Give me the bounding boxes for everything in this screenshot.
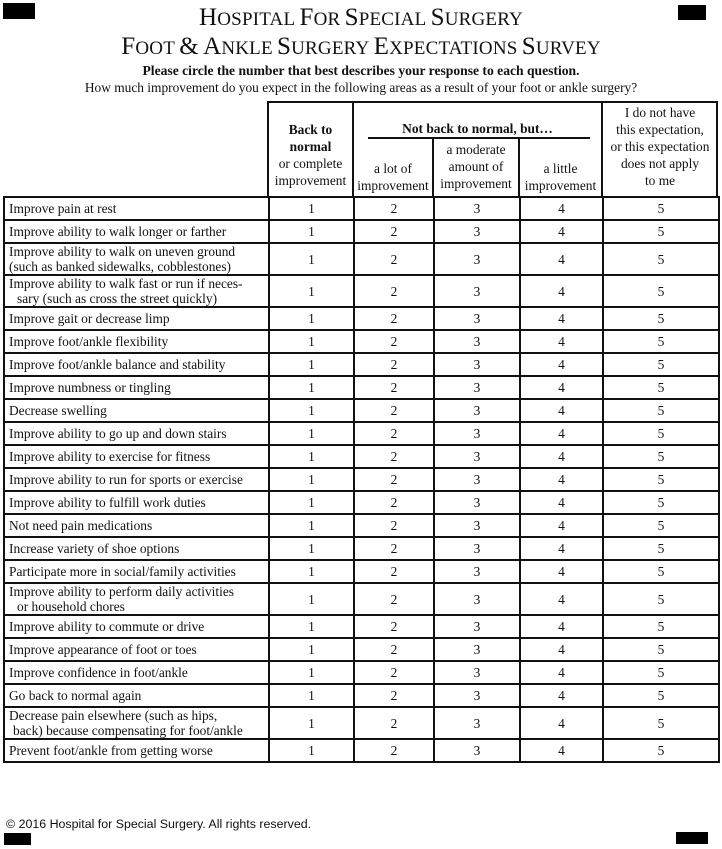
rating-option-3[interactable]: 3 xyxy=(434,445,520,468)
title-initial: E xyxy=(373,33,390,60)
rating-option-4[interactable]: 4 xyxy=(520,537,603,560)
survey-row xyxy=(4,445,719,468)
rating-option-4[interactable]: 4 xyxy=(520,353,603,376)
rating-option-5[interactable]: 5 xyxy=(603,399,719,422)
item-text-line1: Improve gait or decrease limp xyxy=(9,311,170,326)
item-text-line1: Improve numbness or tingling xyxy=(9,380,171,395)
rating-option-3[interactable]: 3 xyxy=(434,422,520,445)
col3-line3: improvement xyxy=(440,176,512,191)
rating-option-2[interactable]: 2 xyxy=(354,468,434,491)
item-text-line1: Improve confidence in foot/ankle xyxy=(9,665,188,680)
rating-option-5[interactable]: 5 xyxy=(603,661,719,684)
rating-option-2[interactable]: 2 xyxy=(354,376,434,399)
survey-row xyxy=(4,330,719,353)
rating-option-5[interactable]: 5 xyxy=(603,739,719,762)
rating-option-4[interactable]: 4 xyxy=(520,739,603,762)
column-header-back-to-normal xyxy=(269,121,352,189)
rating-option-4[interactable]: 4 xyxy=(520,615,603,638)
rating-option-4[interactable]: 4 xyxy=(520,330,603,353)
rating-option-5[interactable]: 5 xyxy=(603,537,719,560)
col1-bold-line2: normal xyxy=(289,139,332,154)
title-word-rest: NKLE xyxy=(221,38,273,59)
rating-option-4[interactable]: 4 xyxy=(520,399,603,422)
rating-option-3[interactable]: 3 xyxy=(434,307,520,330)
survey-row xyxy=(4,243,719,275)
rating-option-4[interactable]: 4 xyxy=(520,422,603,445)
rating-option-3[interactable]: 3 xyxy=(434,468,520,491)
item-text-line1: Improve ability to perform daily activities xyxy=(9,584,234,599)
title-word-rest: URVEY xyxy=(535,38,601,59)
rating-option-2[interactable]: 2 xyxy=(354,661,434,684)
item-text-line1: Improve foot/ankle balance and stability xyxy=(9,357,226,372)
rating-option-5[interactable]: 5 xyxy=(603,560,719,583)
rating-option-4[interactable]: 4 xyxy=(520,638,603,661)
col5-line3: or this expectation xyxy=(610,139,710,154)
survey-item-label xyxy=(4,399,269,422)
rating-option-2[interactable]: 2 xyxy=(354,243,434,275)
rating-option-2[interactable]: 2 xyxy=(354,615,434,638)
col1-line4: improvement xyxy=(274,173,347,188)
group-label: Not back to normal, but… xyxy=(402,121,553,136)
rating-option-1[interactable]: 1 xyxy=(269,739,354,762)
survey-table xyxy=(3,196,720,763)
survey-row xyxy=(4,197,719,220)
survey-item-label xyxy=(4,707,269,739)
item-text-line1: Improve ability to commute or drive xyxy=(9,619,205,634)
rating-option-5[interactable]: 5 xyxy=(603,422,719,445)
rating-option-3[interactable]: 3 xyxy=(434,537,520,560)
survey-row xyxy=(4,615,719,638)
rating-option-1[interactable]: 1 xyxy=(269,638,354,661)
survey-row xyxy=(4,220,719,243)
survey-row xyxy=(4,399,719,422)
rating-option-2[interactable]: 2 xyxy=(354,445,434,468)
title-word-rest: XPECTATIONS xyxy=(389,38,518,59)
col5-line5: to me xyxy=(644,173,676,188)
rating-option-4[interactable]: 4 xyxy=(520,583,603,615)
col2-line1: a lot of xyxy=(374,161,412,176)
survey-item-label xyxy=(4,638,269,661)
item-text-line1: Go back to normal again xyxy=(9,688,142,703)
rating-option-3[interactable]: 3 xyxy=(434,330,520,353)
column-header-not-applicable xyxy=(603,104,717,189)
col3-line2: amount of xyxy=(448,159,504,174)
rating-option-2[interactable]: 2 xyxy=(354,220,434,243)
rating-option-5[interactable]: 5 xyxy=(603,243,719,275)
rating-option-3[interactable]: 3 xyxy=(434,275,520,307)
rating-option-2[interactable]: 2 xyxy=(354,330,434,353)
col1-line3: or complete xyxy=(278,156,343,171)
survey-row xyxy=(4,376,719,399)
rating-option-3[interactable]: 3 xyxy=(434,220,520,243)
rating-option-5[interactable]: 5 xyxy=(603,491,719,514)
title-word-rest: OR xyxy=(313,9,341,30)
col4-line1: a little xyxy=(543,161,578,176)
rating-option-1[interactable]: 1 xyxy=(269,707,354,739)
item-text-line1: Improve ability to exercise for fitness xyxy=(9,449,211,464)
survey-item-label xyxy=(4,353,269,376)
rating-option-2[interactable]: 2 xyxy=(354,307,434,330)
rating-option-3[interactable]: 3 xyxy=(434,739,520,762)
rating-option-2[interactable]: 2 xyxy=(354,275,434,307)
item-text-line1: Improve pain at rest xyxy=(9,201,117,216)
rating-option-5[interactable]: 5 xyxy=(603,330,719,353)
rating-option-4[interactable]: 4 xyxy=(520,307,603,330)
rating-option-1[interactable]: 1 xyxy=(269,468,354,491)
title-word-rest: URGERY xyxy=(291,38,370,59)
rating-option-4[interactable]: 4 xyxy=(520,514,603,537)
title-word-rest: URGERY xyxy=(444,9,523,30)
rating-option-2[interactable]: 2 xyxy=(354,514,434,537)
survey-item-label xyxy=(4,537,269,560)
survey-row xyxy=(4,353,719,376)
rating-option-2[interactable]: 2 xyxy=(354,422,434,445)
rating-option-3[interactable]: 3 xyxy=(434,491,520,514)
title-initial: F xyxy=(121,33,136,60)
rating-option-2[interactable]: 2 xyxy=(354,537,434,560)
rating-option-1[interactable]: 1 xyxy=(269,445,354,468)
item-text-line1: Improve ability to fulfill work duties xyxy=(9,495,206,510)
rating-option-5[interactable]: 5 xyxy=(603,638,719,661)
rating-option-1[interactable]: 1 xyxy=(269,220,354,243)
rating-option-2[interactable]: 2 xyxy=(354,583,434,615)
rating-option-5[interactable]: 5 xyxy=(603,468,719,491)
rating-option-5[interactable]: 5 xyxy=(603,307,719,330)
rating-option-4[interactable]: 4 xyxy=(520,661,603,684)
rating-option-4[interactable]: 4 xyxy=(520,197,603,220)
rating-option-2[interactable]: 2 xyxy=(354,560,434,583)
rating-option-4[interactable]: 4 xyxy=(520,220,603,243)
rating-option-3[interactable]: 3 xyxy=(434,661,520,684)
survey-item-label xyxy=(4,739,269,762)
rating-option-2[interactable]: 2 xyxy=(354,707,434,739)
title-initial: S xyxy=(521,33,536,60)
title-initial: S xyxy=(344,4,359,31)
col5-line4: does not apply xyxy=(620,156,700,171)
survey-title-hospital xyxy=(0,4,722,32)
column-header-a-lot xyxy=(354,160,432,194)
rating-option-5[interactable]: 5 xyxy=(603,275,719,307)
rating-option-1[interactable]: 1 xyxy=(269,514,354,537)
item-text-line1: Improve ability to walk on uneven ground xyxy=(9,244,236,259)
title-initial: S xyxy=(430,4,445,31)
column-group-header xyxy=(354,120,601,137)
copyright-notice: © 2016 Hospital for Special Surgery. All rights reserved. xyxy=(6,817,312,831)
item-text-line1: Not need pain medications xyxy=(9,518,153,533)
rating-option-3[interactable]: 3 xyxy=(434,638,520,661)
survey-item-label xyxy=(4,197,269,220)
col3-line1: a moderate xyxy=(446,142,506,157)
survey-row xyxy=(4,307,719,330)
survey-item-label xyxy=(4,661,269,684)
item-text-line1: Improve ability to walk fast or run if neces- xyxy=(9,276,243,291)
col1-bold-line1: Back to xyxy=(288,122,333,137)
survey-row xyxy=(4,638,719,661)
survey-item-label xyxy=(4,684,269,707)
rating-option-3[interactable]: 3 xyxy=(434,197,520,220)
survey-item-label xyxy=(4,275,269,307)
col5-line2: this expectation, xyxy=(616,122,704,137)
question-prompt: How much improvement do you expect in the following areas as a result of your foot or ankle surgery? xyxy=(84,80,638,95)
item-text-line1: Participate more in social/family activities xyxy=(9,564,236,579)
survey-row xyxy=(4,560,719,583)
survey-item-label xyxy=(4,491,269,514)
survey-item-label xyxy=(4,560,269,583)
rating-option-1[interactable]: 1 xyxy=(269,353,354,376)
rating-option-4[interactable]: 4 xyxy=(520,445,603,468)
rating-option-1[interactable]: 1 xyxy=(269,615,354,638)
title-word-rest: PECIAL xyxy=(358,9,427,30)
rating-option-2[interactable]: 2 xyxy=(354,399,434,422)
survey-item-label xyxy=(4,445,269,468)
rating-option-3[interactable]: 3 xyxy=(434,514,520,537)
survey-item-label xyxy=(4,514,269,537)
rating-option-2[interactable]: 2 xyxy=(354,638,434,661)
rating-option-4[interactable]: 4 xyxy=(520,560,603,583)
rating-option-4[interactable]: 4 xyxy=(520,243,603,275)
rating-option-5[interactable]: 5 xyxy=(603,615,719,638)
rating-option-2[interactable]: 2 xyxy=(354,353,434,376)
rating-option-3[interactable]: 3 xyxy=(434,399,520,422)
rating-option-1[interactable]: 1 xyxy=(269,376,354,399)
rating-option-3[interactable]: 3 xyxy=(434,243,520,275)
survey-item-label xyxy=(4,615,269,638)
rating-option-3[interactable]: 3 xyxy=(434,583,520,615)
survey-row xyxy=(4,537,719,560)
survey-title-name xyxy=(0,33,722,61)
registration-marker-bottom-right xyxy=(676,832,708,844)
rating-option-1[interactable]: 1 xyxy=(269,307,354,330)
title-initial: F xyxy=(299,4,314,31)
rating-option-5[interactable]: 5 xyxy=(603,707,719,739)
survey-row xyxy=(4,661,719,684)
rating-option-1[interactable]: 1 xyxy=(269,422,354,445)
rating-option-1[interactable]: 1 xyxy=(269,491,354,514)
rating-option-1[interactable]: 1 xyxy=(269,399,354,422)
rating-option-1[interactable]: 1 xyxy=(269,684,354,707)
rating-option-2[interactable]: 2 xyxy=(354,197,434,220)
rating-option-3[interactable]: 3 xyxy=(434,560,520,583)
rating-option-5[interactable]: 5 xyxy=(603,220,719,243)
rating-option-1[interactable]: 1 xyxy=(269,661,354,684)
rating-option-5[interactable]: 5 xyxy=(603,197,719,220)
rating-option-5[interactable]: 5 xyxy=(603,684,719,707)
col5-line1: I do not have xyxy=(624,105,696,120)
survey-row xyxy=(4,468,719,491)
rating-option-1[interactable]: 1 xyxy=(269,560,354,583)
rating-option-3[interactable]: 3 xyxy=(434,707,520,739)
survey-item-label xyxy=(4,583,269,615)
group-underline xyxy=(368,137,590,139)
survey-row xyxy=(4,491,719,514)
rating-option-4[interactable]: 4 xyxy=(520,684,603,707)
column-header-moderate xyxy=(434,141,518,192)
item-text-line1: Prevent foot/ankle from getting worse xyxy=(9,743,213,758)
rating-option-1[interactable]: 1 xyxy=(269,197,354,220)
item-text-line1: Decrease swelling xyxy=(9,403,107,418)
col4-line2: improvement xyxy=(524,178,597,193)
survey-row xyxy=(4,422,719,445)
rating-option-2[interactable]: 2 xyxy=(354,684,434,707)
rating-option-4[interactable]: 4 xyxy=(520,376,603,399)
survey-item-label xyxy=(4,243,269,275)
title-initial: S xyxy=(277,33,292,60)
rating-option-5[interactable]: 5 xyxy=(603,445,719,468)
rating-option-4[interactable]: 4 xyxy=(520,491,603,514)
item-text-line1: Improve appearance of foot or toes xyxy=(9,642,197,657)
item-text-line2: (such as banked sidewalks, cobblestones) xyxy=(9,259,232,274)
survey-row xyxy=(4,275,719,307)
instruction-text: Please circle the number that best describes your response to each question. xyxy=(142,63,580,78)
survey-item-label xyxy=(4,220,269,243)
item-text-line1: Improve ability to walk longer or farther xyxy=(9,224,227,239)
column-header-a-little xyxy=(520,160,601,194)
rating-option-1[interactable]: 1 xyxy=(269,330,354,353)
item-text-line1: Improve ability to run for sports or exercise xyxy=(9,472,243,487)
rating-option-2[interactable]: 2 xyxy=(354,491,434,514)
survey-row xyxy=(4,707,719,739)
item-text-line2: back) because compensating for foot/ankle xyxy=(13,723,243,738)
title-initial: & xyxy=(179,33,199,60)
rating-option-3[interactable]: 3 xyxy=(434,353,520,376)
item-text-line1: Decrease pain elsewhere (such as hips, xyxy=(9,708,218,723)
rating-option-3[interactable]: 3 xyxy=(434,615,520,638)
rating-option-3[interactable]: 3 xyxy=(434,376,520,399)
item-text-line1: Increase variety of shoe options xyxy=(9,541,180,556)
item-text-line2: or household chores xyxy=(17,599,125,614)
item-text-line1: Improve ability to go up and down stairs xyxy=(9,426,227,441)
col2-line2: improvement xyxy=(357,178,429,193)
rating-option-3[interactable]: 3 xyxy=(434,684,520,707)
rating-option-5[interactable]: 5 xyxy=(603,376,719,399)
rating-option-4[interactable]: 4 xyxy=(520,468,603,491)
title-initial: A xyxy=(203,33,222,60)
survey-item-label xyxy=(4,307,269,330)
rating-option-4[interactable]: 4 xyxy=(520,275,603,307)
rating-option-5[interactable]: 5 xyxy=(603,514,719,537)
survey-row xyxy=(4,739,719,762)
rating-option-1[interactable]: 1 xyxy=(269,583,354,615)
title-initial: H xyxy=(199,4,218,31)
rating-option-1[interactable]: 1 xyxy=(269,275,354,307)
survey-row xyxy=(4,514,719,537)
survey-item-label xyxy=(4,468,269,491)
survey-item-label xyxy=(4,376,269,399)
rating-option-5[interactable]: 5 xyxy=(603,583,719,615)
item-text-line2: sary (such as cross the street quickly) xyxy=(17,291,218,306)
item-text-line1: Improve foot/ankle flexibility xyxy=(9,334,169,349)
survey-row xyxy=(4,583,719,615)
survey-item-label xyxy=(4,422,269,445)
rating-option-5[interactable]: 5 xyxy=(603,353,719,376)
rating-option-2[interactable]: 2 xyxy=(354,739,434,762)
survey-item-label xyxy=(4,330,269,353)
title-word-rest: OSPITAL xyxy=(217,9,296,30)
rating-option-4[interactable]: 4 xyxy=(520,707,603,739)
registration-marker-bottom-left xyxy=(4,833,31,845)
rating-option-1[interactable]: 1 xyxy=(269,243,354,275)
title-word-rest: OOT xyxy=(135,38,176,59)
survey-row xyxy=(4,684,719,707)
rating-option-1[interactable]: 1 xyxy=(269,537,354,560)
